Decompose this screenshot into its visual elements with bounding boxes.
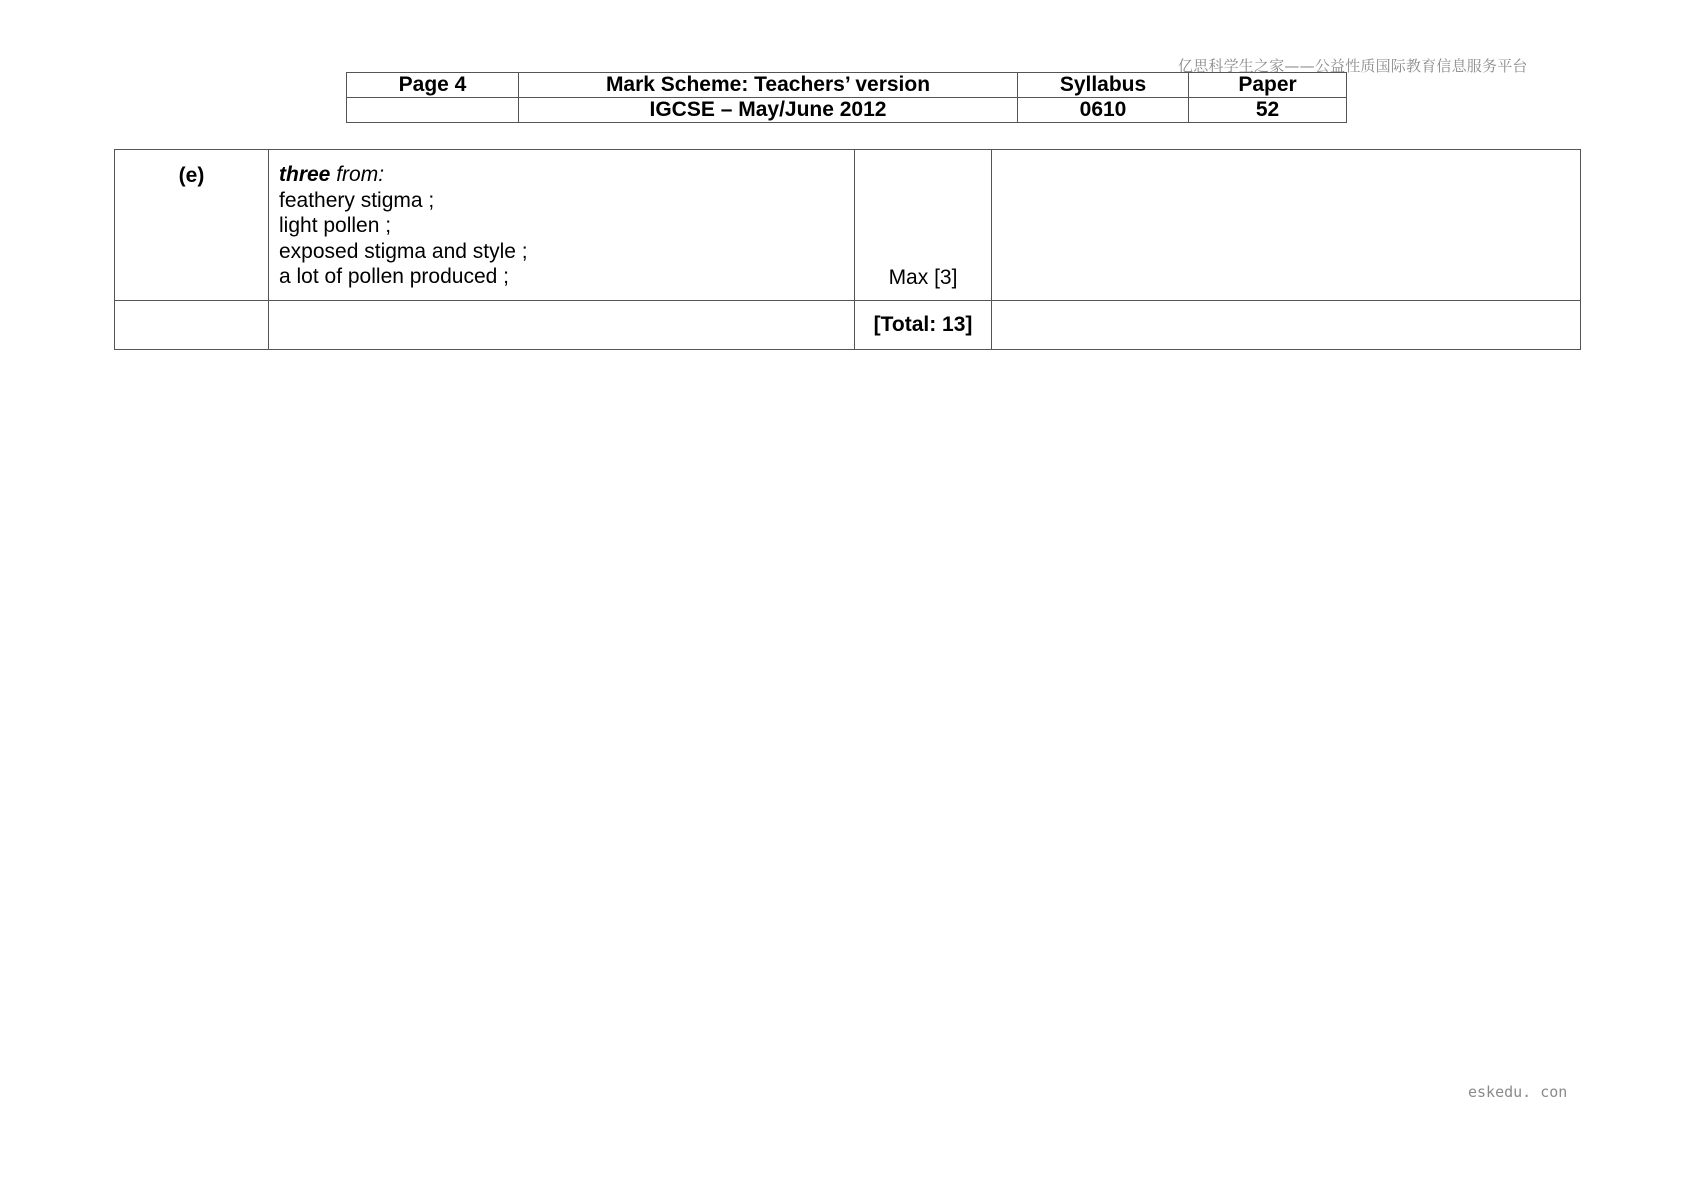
- header-row-2: [347, 98, 1347, 123]
- mark-scheme-table: [114, 149, 1581, 350]
- answer-item: light pollen ;: [279, 214, 392, 237]
- answer-intro: [279, 162, 844, 188]
- answer-intro-bold: three: [279, 163, 331, 186]
- total-marks: [Total: 13]: [855, 301, 992, 350]
- answer-item: feathery stigma ;: [279, 188, 435, 212]
- header-row-1: [347, 73, 1347, 98]
- paper-label: Paper: [1189, 73, 1347, 98]
- header-empty-cell: [347, 98, 519, 123]
- document-title: Mark Scheme: Teachers’ version: [519, 73, 1018, 98]
- answer-intro-rest: from:: [330, 163, 385, 186]
- header-table: [346, 72, 1347, 123]
- total-empty-cell: [992, 301, 1581, 350]
- answer-item: exposed stigma and style ;: [279, 239, 528, 263]
- total-empty-cell: [269, 301, 855, 350]
- question-row: [115, 150, 1581, 301]
- syllabus-code: 0610: [1018, 98, 1189, 123]
- total-row: [115, 301, 1581, 350]
- page-number: Page 4: [347, 73, 519, 98]
- watermark-top: 亿思科学生之家——公益性质国际教育信息服务平台: [1178, 57, 1528, 75]
- guidance-cell: [992, 150, 1581, 301]
- watermark-bottom: eskedu. con: [1468, 1083, 1568, 1101]
- syllabus-label: Syllabus: [1018, 73, 1189, 98]
- marks-cell: Max [3]: [855, 150, 992, 301]
- answer-cell: [269, 150, 855, 301]
- total-empty-cell: [115, 301, 269, 350]
- question-part: (e): [115, 150, 269, 301]
- paper-number: 52: [1189, 98, 1347, 123]
- exam-session: IGCSE – May/June 2012: [519, 98, 1018, 123]
- answer-item: a lot of pollen produced ;: [279, 265, 509, 288]
